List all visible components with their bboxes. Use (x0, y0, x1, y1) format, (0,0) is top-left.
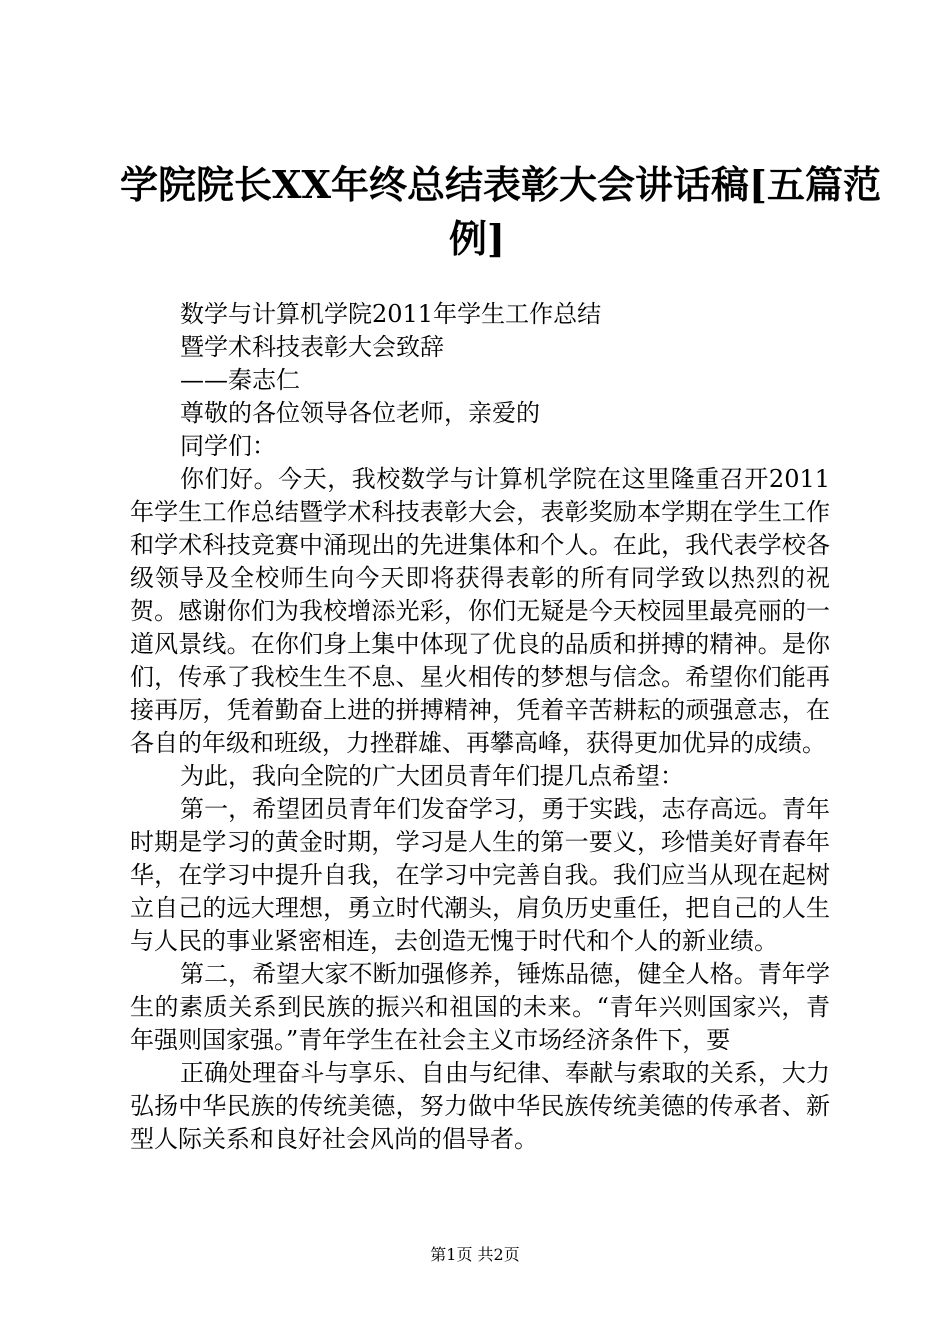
body-paragraph: 第一，希望团员青年们发奋学习，勇于实践，志存高远。青年时期是学习的黄金时期，学习是人生的第一要义，珍惜美好青春年华，在学习中提升自我，在学习中完善自我。我们应当从现在起树立自己的远大理想，勇立时代潮头，肩负历史重任，把自己的人生与人民的事业紧密相连，去创造无愧于时代和个人的新业绩。 (130, 795, 830, 955)
document-body (130, 298, 830, 1156)
body-paragraph: 你们好。今天，我校数学与计算机学院在这里隆重召开2011年学生工作总结暨学术科技表彰大会，表彰奖励本学期在学生工作和学术科技竞赛中涌现出的先进集体和个人。在此，我代表学校各级领导及全校师生向今天即将获得表彰的所有同学致以热烈的祝贺。感谢你们为我校增添光彩，你们无疑是今天校园里最亮丽的一道风景线。在你们身上集中体现了优良的品质和拼搏的精神。是你们，传承了我校生生不息、星火相传的梦想与信念。希望你们能再接再厉，凭着勤奋上进的拼搏精神，凭着辛苦耕耘的顽强意志，在各自的年级和班级，力挫群雄、再攀高峰，获得更加优异的成绩。 (130, 465, 830, 757)
author-line: ——秦志仁 (180, 366, 300, 394)
header-line: 暨学术科技表彰大会致辞 (180, 333, 444, 361)
salutation-line: 尊敬的各位领导各位老师，亲爱的 (180, 399, 540, 427)
body-paragraph: 正确处理奋斗与享乐、自由与纪律、奉献与索取的关系，大力弘扬中华民族的传统美德，努力做中华民族传统美德的传承者、新型人际关系和良好社会风尚的倡导者。 (130, 1059, 830, 1153)
title-line-1: 学院院长XX年终总结表彰大会讲话稿[五篇范 (120, 162, 881, 207)
page-footer: 第1页 共2页 (430, 1245, 520, 1264)
body-paragraph: 为此，我向全院的广大团员青年们提几点希望： (180, 762, 684, 790)
header-line: 数学与计算机学院2011年学生工作总结 (180, 300, 602, 328)
document-title (120, 158, 881, 266)
body-paragraph: 第二，希望大家不断加强修养，锤炼品德，健全人格。青年学生的素质关系到民族的振兴和祖国的未来。“青年兴则国家兴，青年强则国家强。”青年学生在社会主义市场经济条件下，要 (130, 960, 830, 1054)
salutation-line: 同学们： (180, 432, 276, 460)
title-line-2: 例] (449, 216, 505, 261)
